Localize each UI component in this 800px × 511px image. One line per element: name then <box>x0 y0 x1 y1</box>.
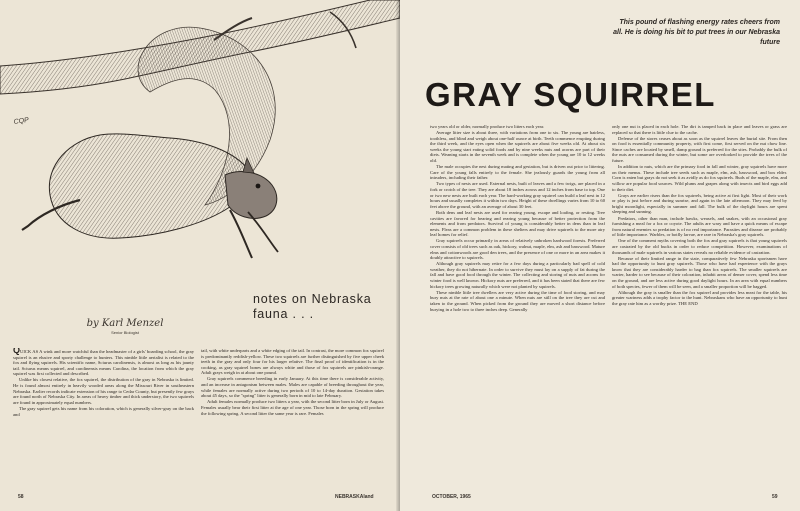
squirrel-foreleg <box>248 212 278 252</box>
article-title: GRAY SQUIRREL <box>425 76 716 113</box>
page-number-left: 58 <box>18 494 24 500</box>
drop-cap: Q <box>13 348 21 355</box>
paragraph: These nimble little tree dwellers are very active during the time of food storing, and may bury nuts at the rate of about one a minute. When nuts are still on the tree they are cut and taken to the ground. When picked from the ground they are moved a short distance before burying in a hole two to three inches deep. Generally <box>430 289 605 312</box>
left-column-2 <box>201 348 384 488</box>
paragraph: The gray squirrel gets his name from his coloration, which is generally silver-gray on the back and <box>13 405 194 417</box>
author-role: Senior Biologist <box>111 330 139 335</box>
right-column-1 <box>430 124 605 490</box>
right-column-2 <box>612 124 787 490</box>
paragraph: One of the comment myths covering both the fox and gray squirrels is that young squirrels are castrated by the old bucks in order to reduce competition. However, examinations of thousands of male squirrels in various states reveals no reliable evidence of castration. <box>612 238 787 255</box>
paragraph: two years old or older, normally produce two litters each year. <box>430 124 545 129</box>
issue-date: OCTOBER, 1965 <box>432 494 471 500</box>
paragraph: Unlike his closest relative, the fox squirrel, the distribution of the gray in Nebraska is limited. He is found almost entirely in heavily wooded areas along the Missouri River in southeastern Nebraska. Earlier records indicate extension of his range to Cedar County, but presently few grays are found north of Nebraska City. In areas of heavy timber and thick understory, the two squirrels are found in approximately equal numbers. <box>13 377 194 405</box>
left-column-1 <box>13 348 194 488</box>
right-page <box>400 0 800 511</box>
squirrel-head <box>225 172 277 219</box>
paragraph: Although gray squirrels may retire for a few days during a particularly bad spell of cold weather, they do not hibernate. In order to survive they must lay on a supply of fat during the fall and have good food through the winter. The collecting and storing of nuts and acorns for winter food is well known. Hickory nuts are preferred, and it has been stated that there are few hickory trees growing naturally which were not planted by squirrels. <box>430 261 605 289</box>
squirrel-body <box>49 134 251 238</box>
squirrel-eye <box>256 184 261 189</box>
article-kicker: notes on Nebraska fauna . . . <box>253 292 372 321</box>
paragraph: only one nut is placed in each hole. The dirt is tamped back in place and leaves or grass are replaced so that there is little clue to the cache. <box>612 124 787 135</box>
illustration-initials: CQP <box>13 116 30 126</box>
paragraph: QUICK AS A wink and more watchful than the headmaster of a girls' boarding school, the gray squirrel is an elusive and sporty challenge to hunters. This nimble little aerialist is related to the fox and flying squirrels. His scientific name, Sciurus carolinensis, is almost as long as his jaunty tail. Sciurus means squirrel, and carolinensis means Carolina, the location from which the gray squirrel was first collected and described. <box>13 348 194 377</box>
paragraph: Grays are earlier risers than the fox squirrels, being active at first light. Most of their work or play is just before and during sunrise, and again in the late afternoon. They may feed by bright moonlight, especially in summer and fall. The bulk of the daylight hours are spent sleeping and sunning. <box>612 192 787 215</box>
article-tagline: This pound of flashing energy rates cheers from all. He is doing his bit to put trees in our Nebraska future <box>613 19 780 46</box>
running-foot: NEBRASKAland <box>335 494 374 500</box>
paragraph: Defense of the stores ceases about as soon as the squirrel leaves the burial site. From then on food is essentially community property, with first come, first served on the nut chow line. Since caches are located by smell, damp ground is preferred for the sites. Probably the bulk of the nuts are consumed during the winter, but some are overlooked to provide the trees of the future. <box>612 135 787 164</box>
paragraph: In addition to nuts, which are the primary food in fall and winter, gray squirrels have more on their menus. These include tree seeds such as maple, elm, ash, basswood, and box elder. Corn is eaten but grays do not seek it as avidly as do fox squirrels. Buds of the maple, elm, and willow are popular food sources. Wild plums and grapes along with insects and bird eggs add to their diet. <box>612 164 787 192</box>
paragraph: tail, with white underparts and a white edging of the tail. In contrast, the more common fox squirrel is predominantly reddish-yellow. These two squirrels are further distinguished by five upper cheek teeth in the gray and only four for his larger relative. The final proof of identification is in the cooking, as gray squirrel bones are always white and those of fox squirrels are pinkish-orange. Adult grays weigh in at about one pound. <box>201 348 384 376</box>
squirrel-illustration <box>0 0 400 300</box>
page-number-right: 59 <box>772 494 778 500</box>
author-signature: by Karl Menzel <box>86 318 164 329</box>
paragraph: Both dens and leaf nests are used for rearing young, escape and loafing, or resting. Tree cavities are favored for bearing and rearing young because of better protection from the elements and from predators. Survival of young is considerably better in dens than in leaf nests. Fleas are a common problem in these shelters and may drive squirrels to the more airy leaf homes for relief. <box>430 209 605 238</box>
paragraph: Predators, other than man, include hawks, weasels, and snakes, with an occasional gray furnishing a meal for a fox or coyote. The adults are wary and have a quick means of escape from natural enemies so predation is of no real importance. Parasites and disease are probably of little importance. Warbles, or botfly larvae, are rare in Nebraska's gray squirrels. <box>612 215 787 238</box>
paragraph: Adult females normally produce two litters a year, with the second litter born in July or August. Females usually bear their first litter at the age of one year. Those born in the spring will produce the following spring. A second litter the same year is rare. Females <box>201 399 384 416</box>
paragraph: The male occupies the nest during mating and gestation, but is driven out prior to littering. Care of the young falls entirely to the female. She jealously guards the young from all intruders, including their father. <box>430 164 605 181</box>
paragraph: Average litter size is about three, with variations from one to six. The young are hairless, toothless, and blind and weigh about one-half ounce at birth. Teeth commence erupting during the third week, and the eyes open when the squirrels are about five weeks old. At about six weeks the young start eating solid foods and by nine weeks nuts and acorns are part of their diets. Weaning starts in the seventh week and is complete when the young are 10 to 12 weeks old. <box>430 130 605 164</box>
paragraph: Gray squirrels occur primarily in areas of relatively unbroken hardwood forests. Preferred cover consists of old trees such as oak, hickory, walnut, maple, elm, ash and basswood. Mature elms and cottonwoods are good den trees, and the presence of one or more in an area makes it doubly attractive to squirrels. <box>430 238 605 261</box>
paragraph: Two types of nests are used. External nests, built of leaves and a few twigs, are placed in a fork or crotch of the tree. They are about 18 inches across and 12 inches from base to top. One or two new nests are built each year. The hard-working gray squirrel can build a leaf nest in 12 hours and usually completes it within two days. Height of these dwellings varies from 10 to 60 feet above the ground, with an average of about 30 feet. <box>430 181 605 209</box>
paragraph: Because of their limited range in the state, comparatively few Nebraska sportsmen have had the opportunity to hunt gray squirrels. Those who have had experience with the grays know that they are considerably harder to bag than fox squirrels. The smaller squirrels are warier, harder to see because of their coloration, inhabit areas of denser cover, spend less time on the ground, and are less active during good daylight hours. In an area with equal numbers of both species, fewer of them will be seen, and a smaller proportion will be bagged. <box>612 255 787 289</box>
paragraph: Gray squirrels commence breeding in early January. At this time there is considerable activity, and an increase in antagonism between males. Males are capable of breeding throughout the year, while females are normally active during two periods of 10 to 14-day duration. Gestation takes about 45 days, so the "spring" litter is generally born in mid to late February. <box>201 376 384 399</box>
paragraph: Although the gray is smaller than the fox squirrel and provides less meat for the table, his greater wariness adds a trophy factor to the hunt. Nebraskans who have an opportunity to hunt the gray rate him as a worthy prize. THE END <box>612 289 787 306</box>
byline <box>80 318 170 335</box>
